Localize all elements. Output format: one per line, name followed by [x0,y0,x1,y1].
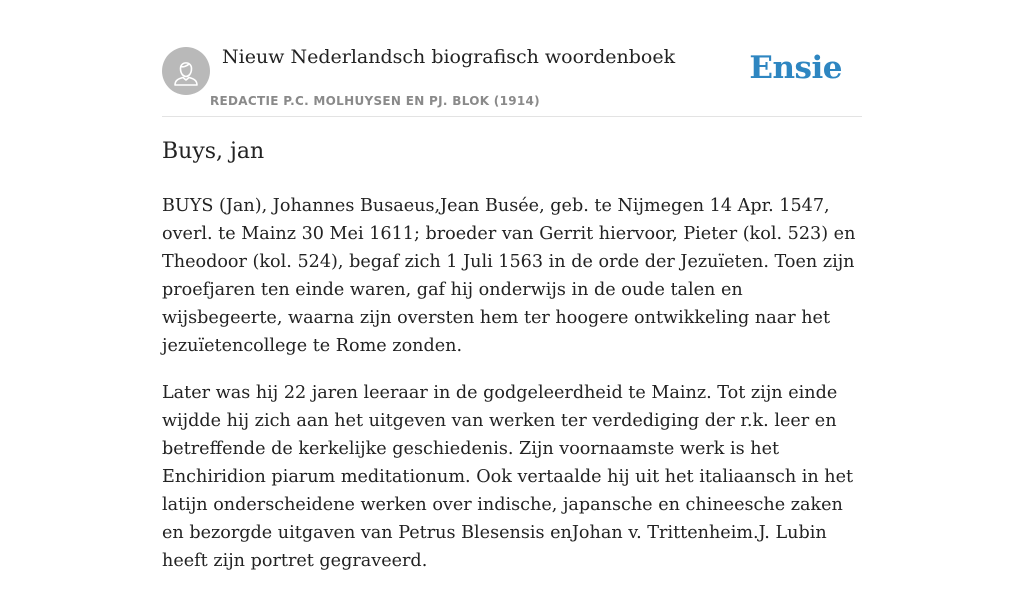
ensie-logo[interactable]: Ensie [749,50,842,86]
source-header [162,40,862,117]
source-subtitle: REDACTIE P.C. MOLHUYSEN EN PJ. BLOK (1914) [210,94,540,108]
user-icon [162,47,210,95]
article-body [162,192,866,594]
article-title: Buys, jan [162,139,265,164]
source-title[interactable]: Nieuw Nederlandsch biografisch woordenboek [222,46,676,68]
paragraph: Later was hij 22 jaren leeraar in de godgeleerdheid te Mainz. Tot zijn einde wijdde hij zich aan het uitgeven van werken ter verdediging der r.k. leer en betreffende de kerkelijke geschiedenis. Zijn voornaamste werk is het Enchiridion piarum meditationum. Ook vertaalde hij uit het italiaansch in het latijn onderscheidene werken over indische, japansche en chineesche zaken en bezorgde uitgaven van Petrus Blesensis enJohan v. Trittenheim.J. Lubin heeft zijn portret gegraveerd. [162,383,854,571]
paragraph: BUYS (Jan), Johannes Busaeus,Jean Busée, geb. te Nijmegen 14 Apr. 1547, overl. te Mainz 30 Mei 1611; broeder van Gerrit hiervoor, Pieter (kol. 523) en Theodoor (kol. 524), begaf zich 1 Juli 1563 in de orde der Jezuïeten. Toen zijn proefjaren ten einde waren, gaf hij onderwijs in de oude talen en wijsbegeerte, waarna zijn oversten hem ter hoogere ontwikkeling naar het jezuïetencollege te Rome zonden. [162,196,856,356]
